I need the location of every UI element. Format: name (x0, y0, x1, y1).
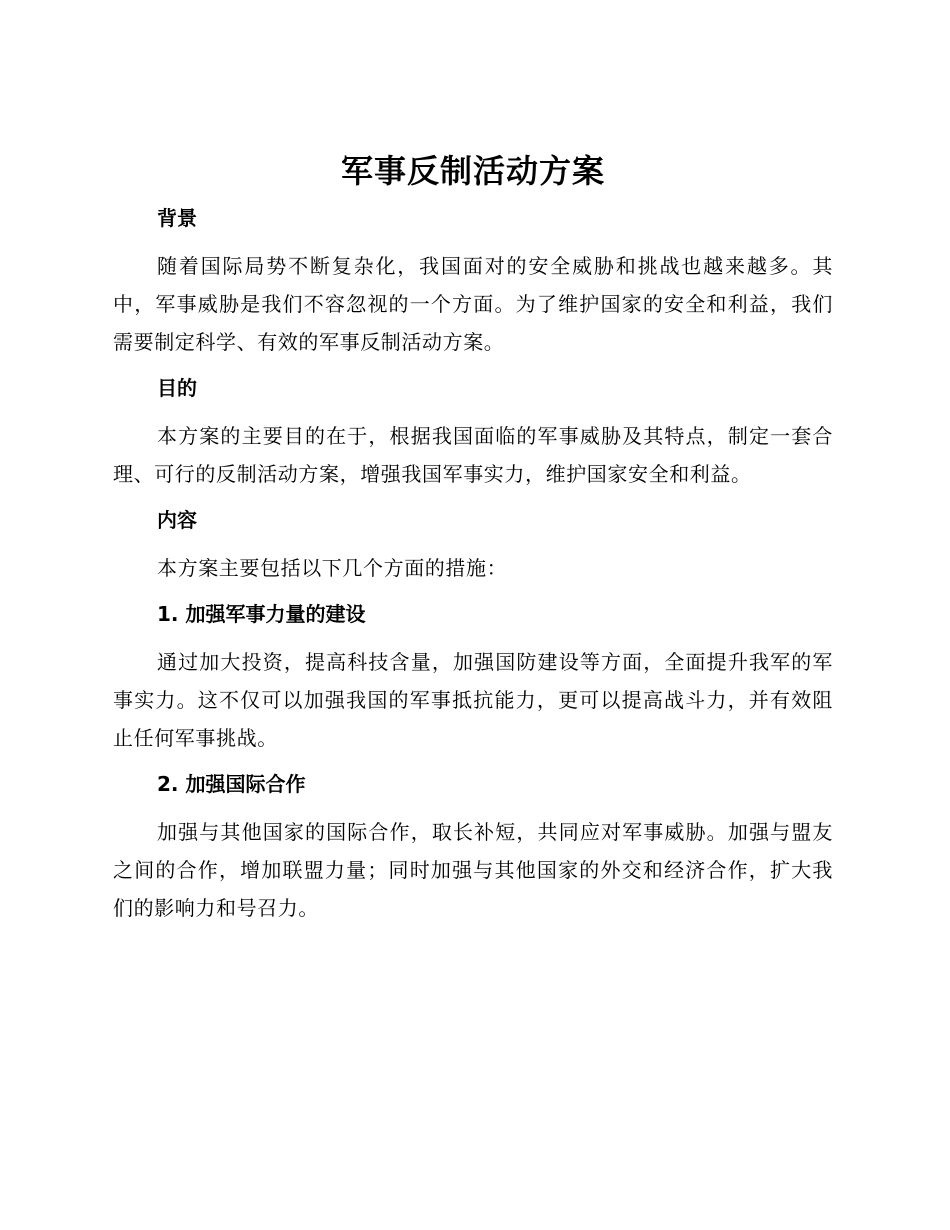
item-heading-1: 1. 加强军事力量的建设 (157, 602, 366, 626)
item-paragraph-1: 通过加大投资，提高科技含量，加强国防建设等方面，全面提升我军的军事实力。这不仅可以加强我国的军事抵抗能力，更可以提高战斗力，并有效阻止任何军事挑战。 (113, 650, 833, 750)
item-heading-2: 2. 加强国际合作 (157, 772, 306, 796)
section-heading-content: 内容 (157, 508, 197, 532)
section-paragraph-background: 随着国际局势不断复杂化，我国面对的安全威胁和挑战也越来越多。其中，军事威胁是我们不容忽视的一个方面。为了维护国家的安全和利益，我们需要制定科学、有效的军事反制活动方案。 (113, 254, 833, 354)
section-paragraph-purpose: 本方案的主要目的在于，根据我国面临的军事威胁及其特点，制定一套合理、可行的反制活动方案，增强我国军事实力，维护国家安全和利益。 (113, 424, 833, 486)
section-intro-content: 本方案主要包括以下几个方面的措施： (157, 556, 508, 580)
section-heading-purpose: 目的 (157, 376, 197, 400)
section-heading-background: 背景 (157, 206, 197, 230)
document-title: 军事反制活动方案 (340, 152, 605, 190)
document-body (113, 145, 833, 939)
item-paragraph-2: 加强与其他国家的国际合作，取长补短，共同应对军事威胁。加强与盟友之间的合作，增加联盟力量；同时加强与其他国家的外交和经济合作，扩大我们的影响力和号召力。 (113, 820, 833, 920)
